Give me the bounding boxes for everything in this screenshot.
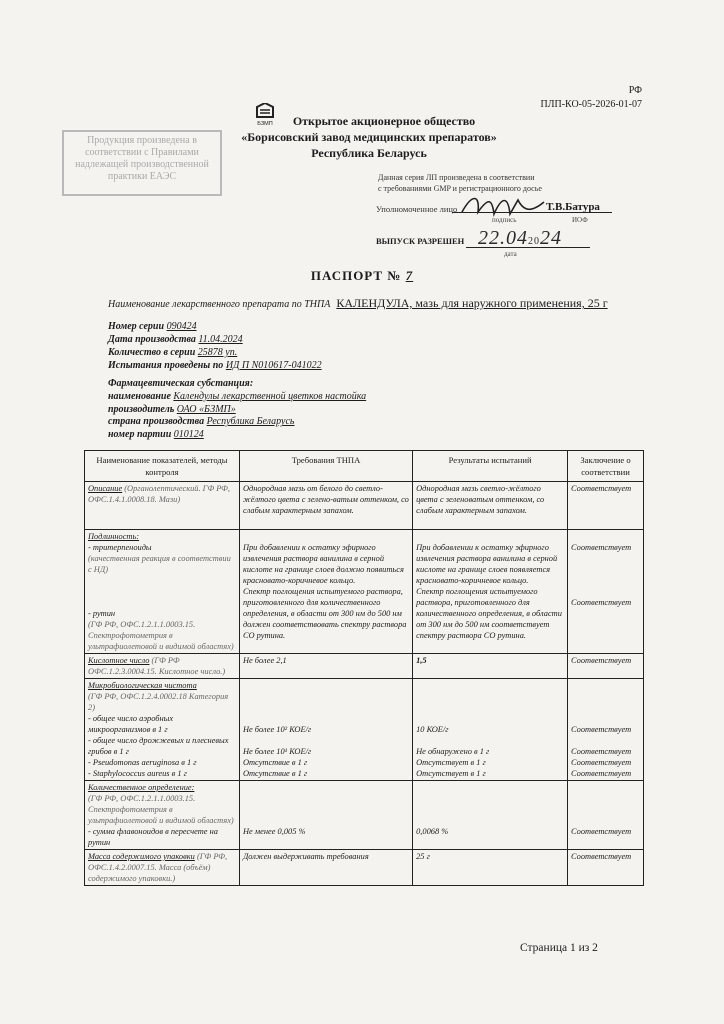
drug-name: КАЛЕНДУЛА, мазь для наружного применения, 25 г bbox=[336, 296, 608, 310]
substance-country: Республика Беларусь bbox=[206, 416, 295, 428]
test-method: (ГФ РФ, ОФС.1.2.1.1.0003.15. Спектрофотометрия в ультрафиолетовой и видимой областях) bbox=[88, 794, 234, 825]
table-cell bbox=[239, 679, 412, 781]
result-text: При добавлении к остатку эфирного извлечения раствора ванилина в серной кислоте на границе слоев появляется красновато-коричневое кольцо. bbox=[416, 543, 558, 585]
test-name: Кислотное число bbox=[88, 656, 150, 665]
table-cell bbox=[85, 781, 240, 850]
substance-country-label: страна производства bbox=[108, 416, 205, 428]
test-subname: - рутин bbox=[88, 609, 116, 618]
table-row bbox=[85, 781, 644, 850]
date-caption: дата bbox=[504, 250, 517, 258]
release-year: 24 bbox=[540, 227, 562, 249]
qty-row bbox=[108, 346, 322, 359]
release-year-prefix: 20 bbox=[528, 236, 540, 247]
table-cell: Соответствует bbox=[568, 482, 644, 530]
table-cell: Однородная мазь светло-жёлтого цвета с зеленоватым оттенком, со слабым характерным запахом. bbox=[413, 482, 568, 530]
table-cell: Соответствует bbox=[568, 654, 644, 679]
page-number: Страница 1 из 2 bbox=[520, 942, 598, 954]
conclusion-text: Соответствует bbox=[571, 758, 632, 767]
result-text: 0,0068 % bbox=[416, 827, 449, 836]
conclusion-text: Соответствует bbox=[571, 747, 632, 756]
table-cell bbox=[85, 654, 240, 679]
substance-lot: 010124 bbox=[173, 429, 204, 441]
result-text: Отсутствует в 1 г bbox=[416, 758, 486, 767]
substance-maker-label: производитель bbox=[108, 403, 175, 415]
test-name: Описание bbox=[88, 484, 123, 493]
country-code: РФ bbox=[628, 85, 642, 96]
gmp-stamp bbox=[62, 130, 222, 196]
svg-text:БЗМП: БЗМП bbox=[257, 121, 273, 127]
substance-maker-row bbox=[108, 404, 366, 417]
table-row bbox=[85, 679, 644, 781]
test-subname: - тритерпеноиды bbox=[88, 543, 152, 552]
doc-header-codes bbox=[540, 84, 642, 112]
substance-info bbox=[108, 378, 366, 442]
table-cell: Должен выдерживать требования bbox=[239, 850, 412, 886]
table-cell bbox=[239, 530, 412, 654]
requirement-text: При добавлении к остатку эфирного извлечения раствора ванилина в серной кислоте на границе слоев должно появиться красновато-коричневое кольцо. bbox=[242, 543, 404, 585]
test-doc-value: ИД П N010617-041022 bbox=[225, 360, 322, 371]
table-cell: 25 г bbox=[413, 850, 568, 886]
qty-label: Количество в серии bbox=[108, 347, 196, 358]
mfg-date-row bbox=[108, 333, 322, 346]
release-date-line bbox=[466, 247, 590, 248]
drug-label: Наименование лекарственного препарата по ТНПА bbox=[108, 299, 331, 310]
stamp-line: надлежащей производственной bbox=[75, 159, 209, 170]
passport-title-text: ПАСПОРТ № bbox=[310, 268, 402, 283]
requirement-text: Не менее 0,005 % bbox=[242, 827, 306, 836]
drug-name-line bbox=[108, 296, 608, 311]
release-note bbox=[378, 172, 628, 194]
table-row bbox=[85, 482, 644, 530]
column-header: Наименование показателей, методы контроля bbox=[85, 451, 240, 482]
table-row bbox=[85, 654, 644, 679]
release-note-line: с требованиями GMP и регистрационного досье bbox=[378, 184, 542, 193]
table-cell bbox=[568, 679, 644, 781]
table-cell bbox=[413, 530, 568, 654]
result-text: Отсутствует в 1 г bbox=[416, 769, 486, 778]
table-cell: Не более 2,1 bbox=[239, 654, 412, 679]
substance-name: Календулы лекарственной цветков настойка bbox=[173, 390, 367, 402]
release-note-line: Данная серия ЛП произведена в соответствии bbox=[378, 173, 535, 182]
requirement-text: Спектр поглощения испытуемого раствора, приготовленного для количественного определения, в области от 300 нм до 500 нм должен соответствовать спектру раствора СО рутина. bbox=[242, 587, 407, 640]
requirement-text: Не более 10² КОЕ/г bbox=[242, 725, 312, 734]
table-cell bbox=[413, 781, 568, 850]
result-text: Спектр поглощения испытуемого раствора, приготовленного для количественного определения, в области от 300 нм до 500 нм соответствует спектру раствора СО рутина. bbox=[416, 587, 562, 640]
test-method: (ГФ РФ, ОФС.1.2.1.1.0003.15. Спектрофотометрия в ультрафиолетовой и видимой областях) bbox=[88, 620, 234, 651]
result-text: 10 КОЕ/г bbox=[416, 725, 449, 734]
substance-maker: ОАО «БЗМП» bbox=[176, 403, 236, 415]
stamp-line: соответствии с Правилами bbox=[85, 147, 199, 158]
test-subname: - общее число аэробных микроорганизмов в 1 г bbox=[88, 714, 174, 734]
passport-title bbox=[0, 268, 724, 284]
test-method: (ГФ РФ, ОФС.1.4.2.0007.15. Масса (объём) содержимого упаковки.) bbox=[88, 852, 228, 883]
mfg-date-value: 11.04.2024 bbox=[198, 334, 243, 345]
passport-number: 7 bbox=[405, 268, 414, 283]
requirement-text: Отсутствие в 1 г bbox=[242, 769, 308, 778]
series-row bbox=[108, 320, 322, 333]
table-cell: 1,5 bbox=[413, 654, 568, 679]
stamp-line: практики ЕАЭС bbox=[107, 171, 177, 182]
test-name: Микробиологическая чистота bbox=[88, 681, 197, 690]
signer-name: Т.В.Батура bbox=[546, 201, 600, 213]
table-cell: Соответствует bbox=[568, 850, 644, 886]
test-subname: - Pseudomonas aeruginosa в 1 г bbox=[88, 758, 197, 767]
test-subname: - общее число дрожжевых и плесневых грибов в 1 г bbox=[88, 736, 229, 756]
conclusion-text: Соответствует bbox=[571, 543, 632, 552]
test-method: (качественная реакция в соответствии с НД) bbox=[88, 554, 231, 574]
table-cell bbox=[85, 530, 240, 654]
test-doc-label: Испытания проведены по bbox=[108, 360, 224, 371]
test-method: (Органолептический. ГФ РФ, ОФС.1.4.1.0008.18. Мази) bbox=[88, 484, 230, 504]
stamp-line: Продукция произведена в bbox=[87, 135, 197, 146]
table-header-row bbox=[85, 451, 644, 482]
table-cell bbox=[85, 482, 240, 530]
test-name: Масса содержимого упаковки bbox=[88, 852, 195, 861]
release-label: ВЫПУСК РАЗРЕШЕН bbox=[376, 236, 465, 246]
mfg-date-label: Дата производства bbox=[108, 334, 196, 345]
conclusion-text: Соответствует bbox=[571, 769, 632, 778]
company-country: Республика Беларусь bbox=[311, 146, 427, 160]
column-header: Заключение о соответствии bbox=[568, 451, 644, 482]
test-name: Подлинность: bbox=[88, 532, 140, 541]
substance-name-row bbox=[108, 391, 366, 404]
substance-country-row bbox=[108, 416, 366, 429]
authorized-person-label: Уполномоченное лицо bbox=[376, 204, 458, 214]
series-label: Номер серии bbox=[108, 321, 165, 332]
test-subname: - сумма флавоноидов в пересчете на рутин bbox=[88, 827, 218, 847]
substance-lot-row bbox=[108, 429, 366, 442]
substance-lot-label: номер партии bbox=[108, 429, 172, 441]
series-value: 090424 bbox=[166, 321, 197, 332]
signature-caption: подпись bbox=[492, 216, 517, 224]
conclusion-text: Соответствует bbox=[571, 725, 632, 734]
test-results-table bbox=[84, 450, 644, 886]
table-cell bbox=[85, 679, 240, 781]
requirement-text: Отсутствие в 1 г bbox=[242, 758, 308, 767]
table-row bbox=[85, 850, 644, 886]
company-name: «Борисовский завод медицинских препаратов» bbox=[241, 130, 497, 144]
test-subname: - Staphylococcus aureus в 1 г bbox=[88, 769, 187, 778]
table-row bbox=[85, 530, 644, 654]
batch-info bbox=[108, 320, 322, 372]
table-cell bbox=[239, 781, 412, 850]
table-cell bbox=[568, 781, 644, 850]
company-type: Открытое акционерное общество bbox=[292, 114, 476, 128]
requirement-text: Не более 10¹ КОЕ/г bbox=[242, 747, 312, 756]
test-method: (ГФ РФ, ОФС.1.2.4.0002.18 Категория 2) bbox=[88, 692, 229, 712]
table-cell bbox=[568, 530, 644, 654]
qty-value: 25878 уп. bbox=[197, 347, 238, 358]
result-text: Не обнаружено в 1 г bbox=[416, 747, 490, 756]
table-cell: Однородная мазь от белого до светло-жёлтого цвета с зелено-ватым оттенком, со слабым характерным запахом. bbox=[239, 482, 412, 530]
column-header: Результаты испытаний bbox=[413, 451, 568, 482]
column-header: Требования ТНПА bbox=[239, 451, 412, 482]
signer-caption: ИОФ bbox=[572, 216, 588, 224]
test-name: Количественное определение: bbox=[88, 783, 195, 792]
company-block bbox=[234, 113, 504, 161]
test-method: (ГФ РФ ОФС.1.2.3.0004.15. Кислотное число.) bbox=[88, 656, 226, 676]
substance-heading: Фармацевтическая субстанция: bbox=[108, 378, 254, 389]
table-cell bbox=[85, 850, 240, 886]
table-cell bbox=[413, 679, 568, 781]
conclusion-text: Соответствует bbox=[571, 598, 632, 607]
test-doc-row bbox=[108, 359, 322, 372]
conclusion-text: Соответствует bbox=[571, 827, 632, 836]
release-day-month: 22.04 bbox=[478, 227, 528, 249]
document-code: ПЛП-КО-05-2026-01-07 bbox=[540, 99, 642, 110]
substance-name-label: наименование bbox=[108, 390, 171, 402]
